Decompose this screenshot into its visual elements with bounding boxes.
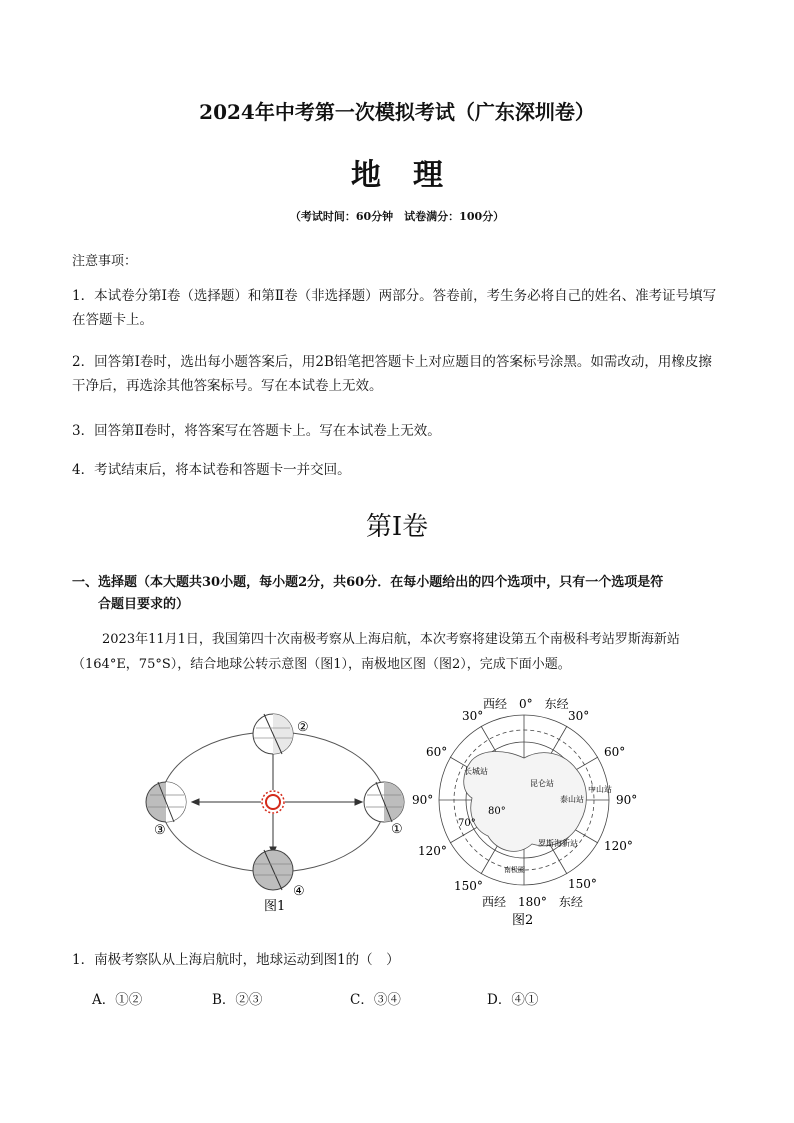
option-a-text: ①② (115, 992, 143, 1008)
option-a[interactable] (92, 988, 142, 1008)
earth-position-3 (146, 782, 186, 822)
option-d-text: ④① (511, 992, 539, 1008)
option-c-text: ③④ (373, 992, 401, 1008)
figure2-caption: 图2 (512, 913, 534, 928)
station-luosihai: 罗斯海新站 (538, 839, 578, 848)
option-c-letter: C． (350, 992, 374, 1008)
label-70s: 70° (458, 818, 476, 829)
bottom-longitude-label: 西经 180° 东经 (482, 895, 583, 909)
marker-3: ③ (154, 823, 166, 838)
notice-item-4: 4．考试结束后，将本试卷和答题卡一并交回。 (72, 462, 351, 478)
option-a-letter: A． (92, 992, 116, 1008)
part1-line2: 合题目要求的） (98, 597, 190, 612)
label-30e: 30° (568, 709, 590, 723)
earth-position-1 (364, 782, 404, 822)
label-120w: 120° (418, 844, 447, 858)
notice-item-2: 2．回答第Ⅰ卷时，选出每小题答案后，用2B铅笔把答题卡上对应题目的答案标号涂黑。如需改动，用橡皮擦干净后，再选涂其他答案标号。写在本试卷上无效。 (72, 354, 712, 394)
label-150w: 150° (454, 879, 483, 893)
exam-title: 2024年中考第一次模拟考试（广东深圳卷） (199, 100, 595, 124)
option-d-letter: D． (487, 992, 512, 1008)
antarctic-map-figure (412, 690, 640, 930)
notice-item-1: 1．本试卷分第Ⅰ卷（选择题）和第Ⅱ卷（非选择题）两部分。答卷前，考生务必将自己的姓名、准考证号填写在答题卡上。 (72, 288, 717, 328)
earth-position-4 (253, 850, 293, 890)
station-taishan: 泰山站 (560, 795, 584, 804)
part1-line1: 一、选择题（本大题共30小题，每小题2分，共60分．在每小题给出的四个选项中，只有一个选项是符 (72, 575, 664, 590)
label-80s: 80° (488, 806, 506, 817)
marker-4: ④ (293, 884, 305, 899)
section-title: 第Ⅰ卷 (365, 512, 429, 542)
marker-2: ② (297, 720, 309, 735)
notice-heading: 注意事项： (72, 254, 138, 269)
label-90w: 90° (412, 793, 434, 807)
station-kunlun: 昆仑站 (530, 779, 554, 788)
top-longitude-label: 西经 0° 东经 (483, 697, 569, 711)
station-zhongshan: 中山站 (588, 785, 612, 794)
question-1: 1．南极考察队从上海启航时，地球运动到图1的（ ） (72, 952, 400, 968)
label-120e: 120° (604, 839, 633, 853)
subject-title: 地理 (351, 158, 475, 193)
sun-icon (262, 791, 284, 813)
exam-info: （考试时间：60分钟 试卷满分：100分） (289, 210, 505, 223)
label-30w: 30° (462, 709, 484, 723)
option-b-letter: B． (212, 992, 236, 1008)
label-60e: 60° (604, 745, 626, 759)
notice-item-3: 3．回答第Ⅱ卷时，将答案写在答题卡上。写在本试卷上无效。 (72, 423, 441, 439)
part1-instructions (72, 572, 722, 616)
label-150e: 150° (568, 877, 597, 891)
option-c[interactable] (350, 988, 401, 1008)
earth-revolution-figure (136, 700, 416, 915)
figure1-caption: 图1 (264, 899, 286, 914)
station-changcheng: 长城站 (464, 767, 488, 776)
option-b[interactable] (212, 988, 262, 1008)
option-d[interactable] (487, 988, 538, 1008)
marker-1: ① (391, 822, 403, 837)
passage (72, 627, 726, 677)
label-90e: 90° (616, 793, 638, 807)
passage-text: 2023年11月1日，我国第四十次南极考察从上海启航，本次考察将建设第五个南极科考站罗斯海新站（164°E，75°S），结合地球公转示意图（图1），南极地区图（图2），完成下面小题。 (72, 632, 680, 672)
label-60w: 60° (426, 745, 448, 759)
earth-position-2 (253, 714, 293, 754)
option-b-text: ②③ (235, 992, 263, 1008)
antarctic-circle-label: 南极圈 (504, 866, 525, 874)
